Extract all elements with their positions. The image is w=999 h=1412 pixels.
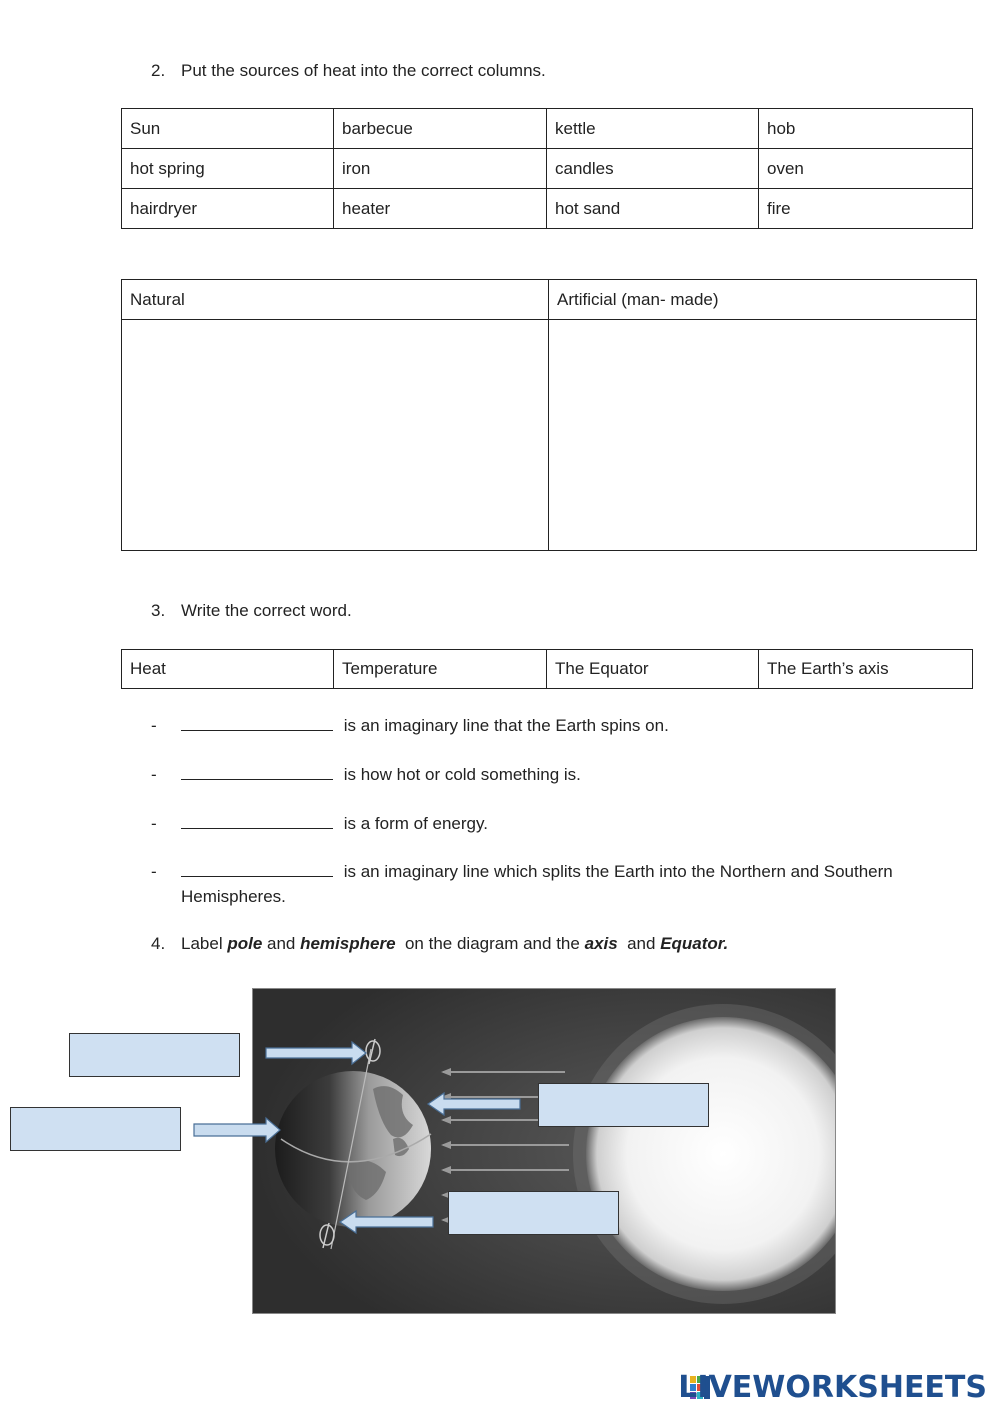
source-cell[interactable]: oven: [759, 149, 973, 189]
term-pole: pole: [227, 934, 263, 953]
question-3-number: 3.: [151, 601, 166, 620]
sentence-text: is how hot or cold something is.: [339, 765, 581, 784]
bullet-dash: -: [151, 814, 157, 833]
question-2-instruction: Put the sources of heat into the correct columns.: [181, 61, 546, 80]
word-bank-item: Heat: [122, 650, 334, 689]
bullet-dash: -: [151, 716, 157, 735]
source-cell[interactable]: hairdryer: [122, 189, 334, 229]
sentence-text: is an imaginary line which splits the Earth into the Northern and Southern Hemispheres.: [181, 862, 893, 906]
arrow-right-icon: [266, 1042, 366, 1064]
arrow-left-icon: [428, 1093, 520, 1115]
source-cell[interactable]: heater: [334, 189, 547, 229]
sentence-text: is a form of energy.: [339, 814, 488, 833]
question-3-instruction: Write the correct word.: [181, 601, 352, 620]
source-cell[interactable]: hot spring: [122, 149, 334, 189]
source-cell[interactable]: Sun: [122, 109, 334, 149]
word-bank-item: The Earth’s axis: [759, 650, 973, 689]
term-equator: Equator.: [660, 934, 729, 953]
source-cell[interactable]: barbecue: [334, 109, 547, 149]
word-bank-item: The Equator: [547, 650, 759, 689]
sentence-text: is an imaginary line that the Earth spins on.: [339, 716, 669, 735]
bullet-dash: -: [151, 765, 157, 784]
term-axis: axis: [584, 934, 618, 953]
source-cell[interactable]: hot sand: [547, 189, 759, 229]
q4-text: Label: [181, 934, 228, 953]
bullet-dash: -: [151, 862, 157, 881]
question-2-number: 2.: [151, 61, 166, 80]
source-cell[interactable]: hob: [759, 109, 973, 149]
arrow-left-icon: [340, 1211, 433, 1233]
source-cell[interactable]: fire: [759, 189, 973, 229]
question-4-number: 4.: [151, 934, 166, 953]
source-cell[interactable]: candles: [547, 149, 759, 189]
arrow-right-icon: [194, 1118, 280, 1142]
term-hemisphere: hemisphere: [300, 934, 396, 953]
natural-column-header: Natural: [122, 280, 549, 320]
source-cell[interactable]: iron: [334, 149, 547, 189]
artificial-column-header: Artificial (man- made): [549, 280, 977, 320]
q4-text: and: [262, 934, 301, 953]
liveworksheets-logo: LIVEWORKSHEETS: [678, 1370, 987, 1405]
word-bank-item: Temperature: [334, 650, 547, 689]
source-cell[interactable]: kettle: [547, 109, 759, 149]
q4-text: on the diagram and the: [395, 934, 585, 953]
q4-text: and: [617, 934, 661, 953]
